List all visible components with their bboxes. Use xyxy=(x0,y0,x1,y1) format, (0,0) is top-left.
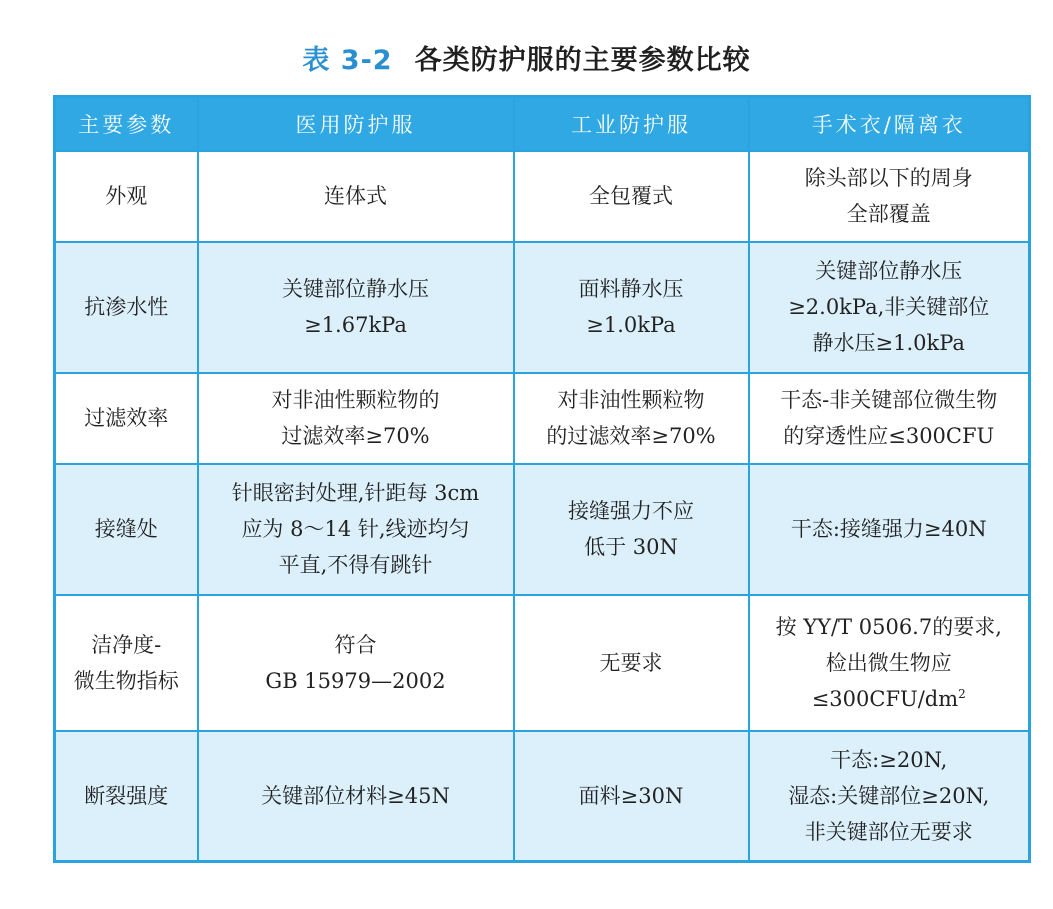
industrial-cell xyxy=(514,464,749,595)
cell-text-with-superscript xyxy=(754,681,1025,717)
cell-text: 除头部以下的周身 xyxy=(804,166,973,190)
cell-text: 关键部位静水压 xyxy=(815,259,963,283)
superscript-text: 2 xyxy=(958,686,966,701)
table-row xyxy=(55,731,1030,862)
cell-text: 接缝处 xyxy=(94,517,158,541)
cell-text: 断裂强度 xyxy=(84,783,169,808)
cell-text: 非关键部位无要求 xyxy=(804,819,973,844)
header-surgical-gown: 手术衣/隔离衣 xyxy=(749,97,1030,151)
cell-text: ≥2.0kPa,非关键部位 xyxy=(788,295,990,319)
cell-text: 对非油性颗粒物的 xyxy=(271,388,440,412)
cell-text: 接缝强力不应 xyxy=(568,499,694,523)
industrial-cell xyxy=(514,242,749,373)
cell-text: 微生物指标 xyxy=(73,668,179,693)
param-cell xyxy=(55,151,198,242)
surgical-cell xyxy=(749,373,1030,464)
cell-text: 面料≥30N xyxy=(578,783,684,808)
header-parameter: 主要参数 xyxy=(55,97,198,151)
industrial-cell xyxy=(514,373,749,464)
table-caption xyxy=(0,38,1053,77)
cell-text: 的穿透性应≤300CFU xyxy=(783,424,995,448)
param-cell xyxy=(55,595,198,731)
cell-text: 符合 xyxy=(334,632,377,657)
param-cell xyxy=(55,731,198,862)
parameter-comparison-table xyxy=(53,95,1031,863)
cell-text: 按 YY/T 0506.7的要求, xyxy=(775,614,1002,639)
header-medical-suit: 医用防护服 xyxy=(198,97,514,151)
cell-text: ≤300CFU/dm xyxy=(811,686,959,711)
cell-text: 关键部位静水压 xyxy=(282,277,429,301)
industrial-cell xyxy=(514,595,749,731)
cell-text: ≥1.0kPa xyxy=(586,313,676,337)
cell-text: 无要求 xyxy=(599,650,663,675)
cell-text: 抗渗水性 xyxy=(84,295,169,319)
medical-cell xyxy=(198,151,514,242)
cell-text: 全包覆式 xyxy=(589,184,673,208)
industrial-cell xyxy=(514,151,749,242)
cell-text: 面料静水压 xyxy=(578,277,684,301)
industrial-cell xyxy=(514,731,749,862)
cell-text: 洁净度- xyxy=(91,632,162,657)
table-number: 表 3-2 xyxy=(302,45,393,76)
cell-text: 连体式 xyxy=(324,184,387,208)
cell-text: 检出微生物应 xyxy=(825,650,952,675)
medical-cell xyxy=(198,595,514,731)
surgical-cell xyxy=(749,242,1030,373)
medical-cell xyxy=(198,731,514,862)
cell-text: 对非油性颗粒物 xyxy=(557,388,705,412)
cell-text: 应为 8～14 针,线迹均匀 xyxy=(241,517,470,541)
cell-text: 过滤效率≥70% xyxy=(281,424,430,448)
cell-text: 外观 xyxy=(105,184,148,208)
param-cell xyxy=(55,242,198,373)
table-row xyxy=(55,151,1030,242)
param-cell xyxy=(55,373,198,464)
cell-text: 过滤效率 xyxy=(84,406,169,430)
cell-text: 的过滤效率≥70% xyxy=(546,424,716,448)
cell-text: ≥1.67kPa xyxy=(304,313,407,337)
table-row xyxy=(55,373,1030,464)
table-title: 各类防护服的主要参数比较 xyxy=(414,45,751,76)
cell-text: 干态:接缝强力≥40N xyxy=(790,517,987,541)
cell-text: 低于 30N xyxy=(584,535,678,559)
cell-text: 关键部位材料≥45N xyxy=(261,783,450,808)
cell-text: GB 15979—2002 xyxy=(265,668,446,693)
header-industrial-suit: 工业防护服 xyxy=(514,97,749,151)
surgical-cell xyxy=(749,464,1030,595)
cell-text: 干态:≥20N, xyxy=(830,747,948,772)
param-cell xyxy=(55,464,198,595)
cell-text: 针眼密封处理,针距每 3cm xyxy=(231,481,480,505)
medical-cell xyxy=(198,373,514,464)
cell-text: 静水压≥1.0kPa xyxy=(812,331,965,355)
cell-text: 全部覆盖 xyxy=(846,202,931,226)
cell-text: 平直,不得有跳针 xyxy=(278,553,433,577)
table-row xyxy=(55,464,1030,595)
medical-cell xyxy=(198,464,514,595)
cell-text: 干态-非关键部位微生物 xyxy=(780,388,998,412)
surgical-cell xyxy=(749,731,1030,862)
table-row xyxy=(55,595,1030,731)
medical-cell xyxy=(198,242,514,373)
surgical-cell xyxy=(749,151,1030,242)
header-row xyxy=(55,97,1030,151)
table-row xyxy=(55,242,1030,373)
surgical-cell xyxy=(749,595,1030,731)
cell-text: 湿态:关键部位≥20N, xyxy=(788,783,990,808)
